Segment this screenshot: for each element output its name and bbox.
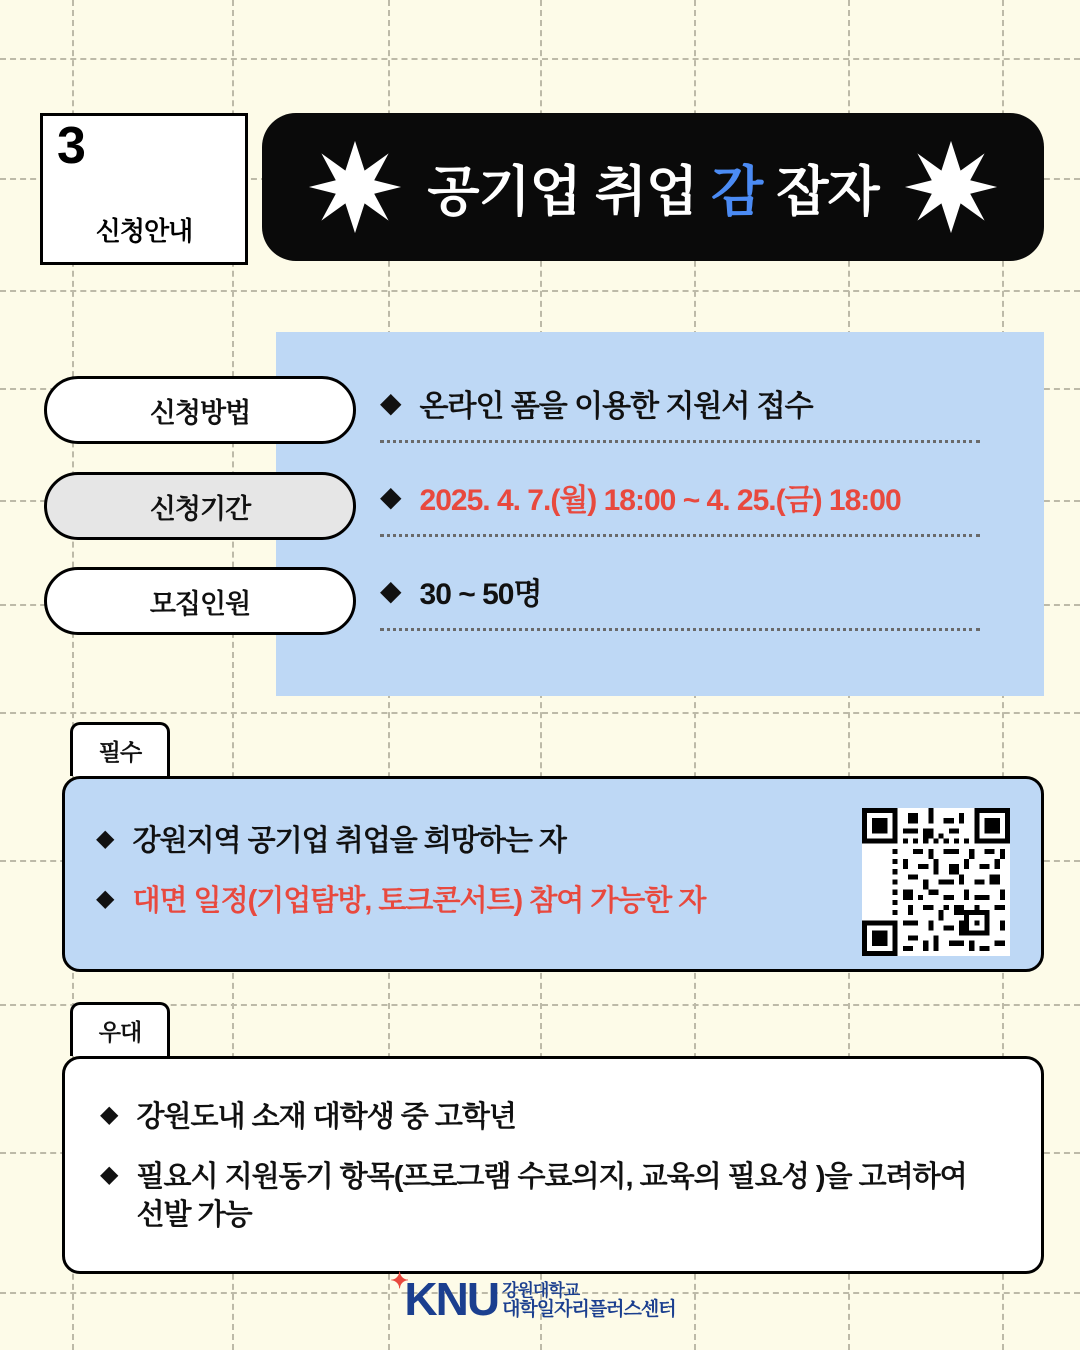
info-row-value: 30 ~ 50명 (419, 578, 542, 611)
eight-point-star-icon (903, 139, 999, 235)
divider (380, 534, 980, 537)
logo-line2: 대학일자리플러스센터 (502, 1299, 676, 1321)
list-item-text: 대면 일정(기업탐방, 토크콘서트) 참여 가능한 자 (132, 885, 706, 917)
list-item-text: 강원도내 소재 대학생 중 고학년 (136, 1101, 516, 1133)
logo-line1: 강원대학교 (502, 1281, 580, 1301)
preferred-tab-label: 우대 (70, 1002, 170, 1056)
diamond-bullet-icon: ◆ (96, 825, 115, 852)
info-row (380, 558, 1000, 652)
title-banner (262, 113, 1044, 261)
logo-mark (390, 1268, 499, 1325)
divider (380, 628, 980, 631)
qr-code-apply-link[interactable] (862, 808, 1010, 956)
info-row (380, 370, 1000, 464)
info-label-recruit-count: 모집인원 (44, 567, 356, 635)
title-part2: 잡자 (762, 161, 879, 222)
divider (380, 440, 980, 443)
header (40, 113, 1044, 271)
list-item-text: 강원지역 공기업 취업을 희망하는 자 (132, 825, 566, 857)
section-label: 신청안내 (95, 216, 193, 246)
diamond-bullet-icon: ◆ (380, 575, 402, 606)
info-label-application-period: 신청기간 (44, 472, 356, 540)
info-row-value: 2025. 4. 7.(월) 18:00 ~ 4. 25.(금) 18:00 (419, 484, 901, 517)
logo-wordmark (502, 1282, 676, 1322)
diamond-bullet-icon: ◆ (380, 387, 402, 418)
list-item (100, 1158, 980, 1234)
application-info-rows (380, 370, 1000, 652)
required-items-list (96, 822, 796, 942)
eight-point-star-icon (307, 139, 403, 235)
list-item-text: 필요시 지원동기 항목(프로그램 수료의지, 교육의 필요성 )을 고려하여 선발 가능 (136, 1161, 967, 1231)
title-part1: 공기업 취업 (427, 161, 712, 222)
footer-logo (0, 1268, 1080, 1325)
required-tab-label: 필수 (70, 722, 170, 776)
diamond-bullet-icon: ◆ (96, 885, 115, 912)
section-number: 3 (57, 117, 85, 175)
title-highlight: 감 (711, 161, 763, 222)
diamond-bullet-icon: ◆ (100, 1101, 119, 1128)
info-label-application-method: 신청방법 (44, 376, 356, 444)
info-row-value: 온라인 폼을 이용한 지원서 접수 (419, 390, 813, 423)
logo-mark-text: KNU (404, 1273, 499, 1325)
info-row (380, 464, 1000, 558)
sparkle-icon: ✦ (390, 1268, 407, 1293)
list-item (96, 822, 796, 860)
page-title (427, 149, 878, 226)
list-item (96, 882, 796, 920)
list-item (100, 1098, 980, 1136)
section-number-box (40, 113, 248, 265)
diamond-bullet-icon: ◆ (100, 1161, 119, 1188)
diamond-bullet-icon: ◆ (380, 481, 402, 512)
preferred-items-list (100, 1098, 980, 1256)
